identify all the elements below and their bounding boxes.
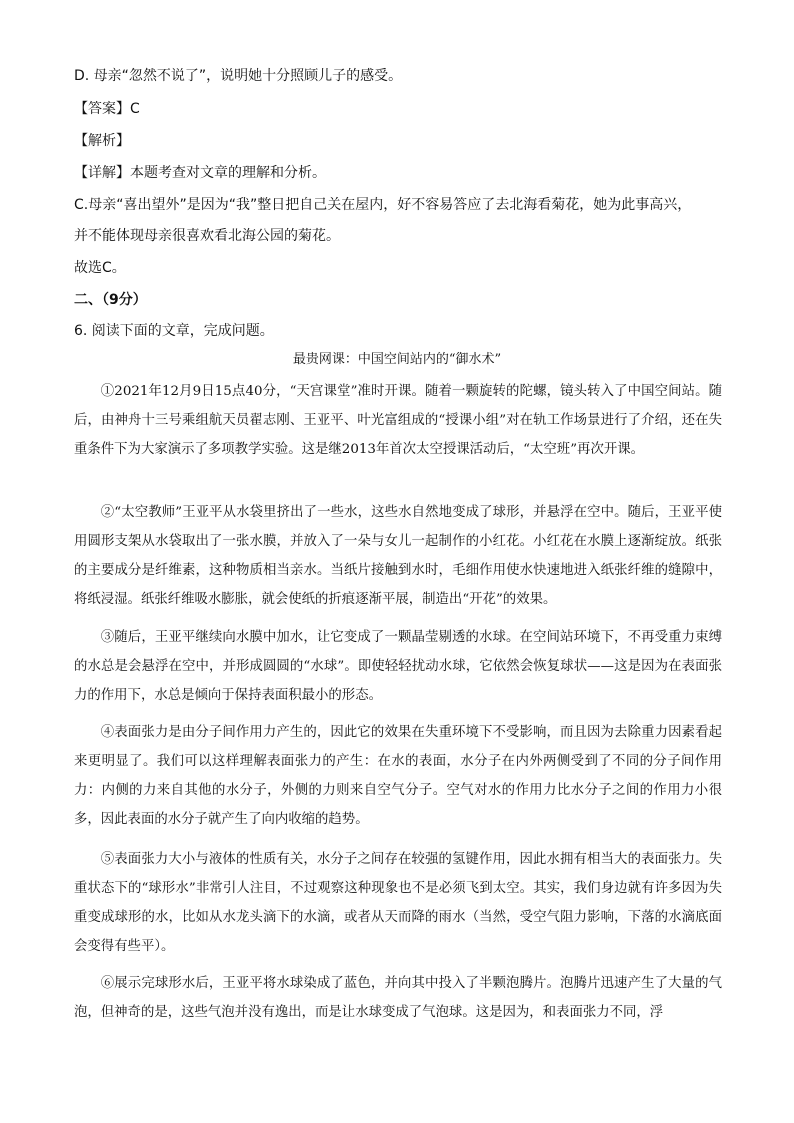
article-paragraph-1: ①2021年12月9日15点40分，“天宫课堂”准时开课。随着一颗旋转的陀螺，镜头转入了中国空间站。随后，由神舟十三号乘组航天员翟志刚、王亚平、叶光富组成的“授课小组”对在轨工作场景进行了介绍，还在失重条件下为大家演示了多项教学实验。这是继2013年首次太空授课活动后，“太空班”再次开课。 bbox=[74, 384, 722, 457]
explanation-line-1: C.母亲“喜出望外”是因为“我”整日把自己关在屋内，好不容易答应了去北海看菊花，她为此事高兴， bbox=[74, 197, 692, 213]
article-paragraph-5: ⑤表面张力大小与液体的性质有关，水分子之间存在较强的氢键作用，因此水拥有相当大的表面张力。失重状态下的“球形水”非常引人注目，不过观察这种现象也不是必须飞到太空。其实，我们身边就有许多因为失重变成球形的水，比如从水龙头滴下的水滴，或者从天而降的雨水（当然，受空气阻力影响，下落的水滴底面会变得有些平）。 bbox=[74, 852, 722, 954]
section-heading: 二、（9分） bbox=[74, 292, 147, 308]
article-paragraph-6: ⑥展示完球形水后，王亚平将水球染成了蓝色，并向其中投入了半颗泡腾片。泡腾片迅速产生了大量的气泡，但神奇的是，这些气泡并没有逸出，而是让水球变成了气泡球。这是因为，和表面张力不同，浮 bbox=[74, 976, 722, 1020]
article-paragraph-2: ②“太空教师”王亚平从水袋里挤出了一些水，这些水自然地变成了球形，并悬浮在空中。随后，王亚平使用圆形支架从水袋取出了一张水膜，并放入了一朵与女儿一起制作的小红花。小红花在水膜上逐渐绽放。纸张的主要成分是纤维素，这种物质相当亲水。当纸片接触到水时，毛细作用使水快速地进入纸张纤维的缝隙中，将纸浸湿。纸张纤维吸水膨胀，就会使纸的折痕逐渐平展，制造出“开花”的效果。 bbox=[74, 505, 722, 607]
answer-line: 【答案】C bbox=[74, 101, 140, 117]
article-paragraph-4: ④表面张力是由分子间作用力产生的，因此它的效果在失重环境下不受影响，而且因为去除重力因素看起来更明显了。我们可以这样理解表面张力的产生：在水的表面，水分子在内外两侧受到了不同的分子间作用力：内侧的力来自其他的水分子，外侧的力则来自空气分子。空气对水的作用力比水分子之间的作用力小很多，因此表面的水分子就产生了向内收缩的趋势。 bbox=[74, 725, 722, 827]
option-d-line: D. 母亲“忽然不说了”，说明她十分照顾儿子的感受。 bbox=[74, 68, 403, 84]
question-prompt: 6. 阅读下面的文章，完成问题。 bbox=[74, 323, 274, 339]
explanation-line-2: 并不能体现母亲很喜欢看北海公园的菊花。 bbox=[74, 228, 340, 244]
article-paragraph-3: ③随后，王亚平继续向水膜中加水，让它变成了一颗晶莹剔透的水球。在空间站环境下，不再受重力束缚的水总是会悬浮在空中，并形成圆圆的“水球”。即使轻轻扰动水球，它依然会恢复球状——这是因为在表面张力的作用下，水总是倾向于保持表面积最小的形态。 bbox=[74, 630, 722, 703]
article-title: 最贵网课：中国空间站内的“御水术” bbox=[292, 352, 502, 367]
choose-line: 故选C。 bbox=[74, 260, 126, 276]
detail-line: 【详解】本题考查对文章的理解和分析。 bbox=[74, 165, 326, 181]
analysis-label: 【解析】 bbox=[74, 133, 130, 149]
